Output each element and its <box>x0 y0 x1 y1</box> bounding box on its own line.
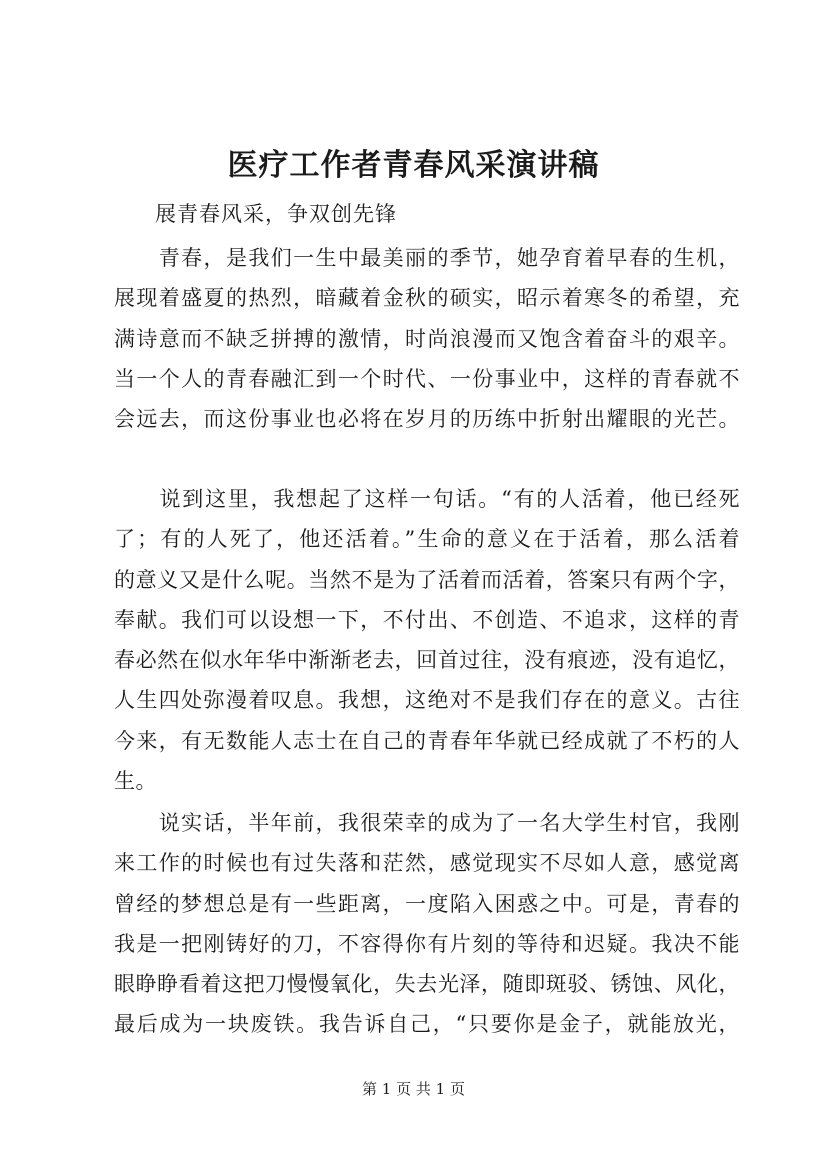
paragraph-line: 展现着盛夏的热烈，暗藏着金秋的硕实，昭示着寒冬的希望，充 <box>114 286 740 311</box>
paragraph-line: 曾经的梦想总是有一些距离，一度陷入困惑之中。可是，青春的 <box>114 891 740 916</box>
paragraph-line: 我是一把刚铸好的刀，不容得你有片刻的等待和迟疑。我决不能 <box>114 931 740 956</box>
paragraph-2 <box>114 479 740 801</box>
paragraph-line: 最后成为一块废铁。我告诉自己，“只要你是金子，就能放光， <box>114 1012 740 1037</box>
paragraph-line: 会远去，而这份事业也必将在岁月的历练中折射出耀眼的光芒。 <box>114 407 740 432</box>
paragraph-1 <box>114 238 740 439</box>
document-subtitle: 展青春风采，争双创先锋 <box>155 202 397 226</box>
paragraph-line: 人生四处弥漫着叹息。我想，这绝对不是我们存在的意义。古往 <box>114 688 740 713</box>
paragraph-line: 的意义又是什么呢。当然不是为了活着而活着，答案只有两个字， <box>114 567 740 592</box>
paragraph-line: 生。 <box>114 769 157 794</box>
paragraph-line: 今来，有无数能人志士在自己的青春年华就已经成就了不朽的人 <box>114 728 740 753</box>
paragraph-line: 说实话，半年前，我很荣幸的成为了一名大学生村官，我刚 <box>114 811 740 835</box>
paragraph-line: 青春，是我们一生中最美丽的季节，她孕育着早春的生机， <box>114 246 740 270</box>
page-footer: 第 1 页 共 1 页 <box>362 1080 465 1098</box>
paragraph-line: 来工作的时候也有过失落和茫然，感觉现实不尽如人意，感觉离 <box>114 851 740 876</box>
document-title: 医疗工作者青春风采演讲稿 <box>227 148 600 183</box>
paragraph-line: 当一个人的青春融汇到一个时代、一份事业中，这样的青春就不 <box>114 366 740 391</box>
paragraph-line: 了；有的人死了，他还活着。”生命的意义在于活着，那么活着 <box>114 527 740 552</box>
paragraph-3 <box>114 803 740 1045</box>
paragraph-line: 满诗意而不缺乏拼搏的激情，时尚浪漫而又饱含着奋斗的艰辛。 <box>114 326 740 351</box>
paragraph-line: 说到这里，我想起了这样一句话。“有的人活着，他已经死 <box>114 487 740 511</box>
paragraph-line: 奉献。我们可以设想一下，不付出、不创造、不追求，这样的青 <box>114 607 740 632</box>
paragraph-line: 眼睁睁看着这把刀慢慢氧化，失去光泽，随即斑驳、锈蚀、风化， <box>114 972 740 997</box>
paragraph-line: 春必然在似水年华中渐渐老去，回首过往，没有痕迹，没有追忆， <box>114 648 740 673</box>
